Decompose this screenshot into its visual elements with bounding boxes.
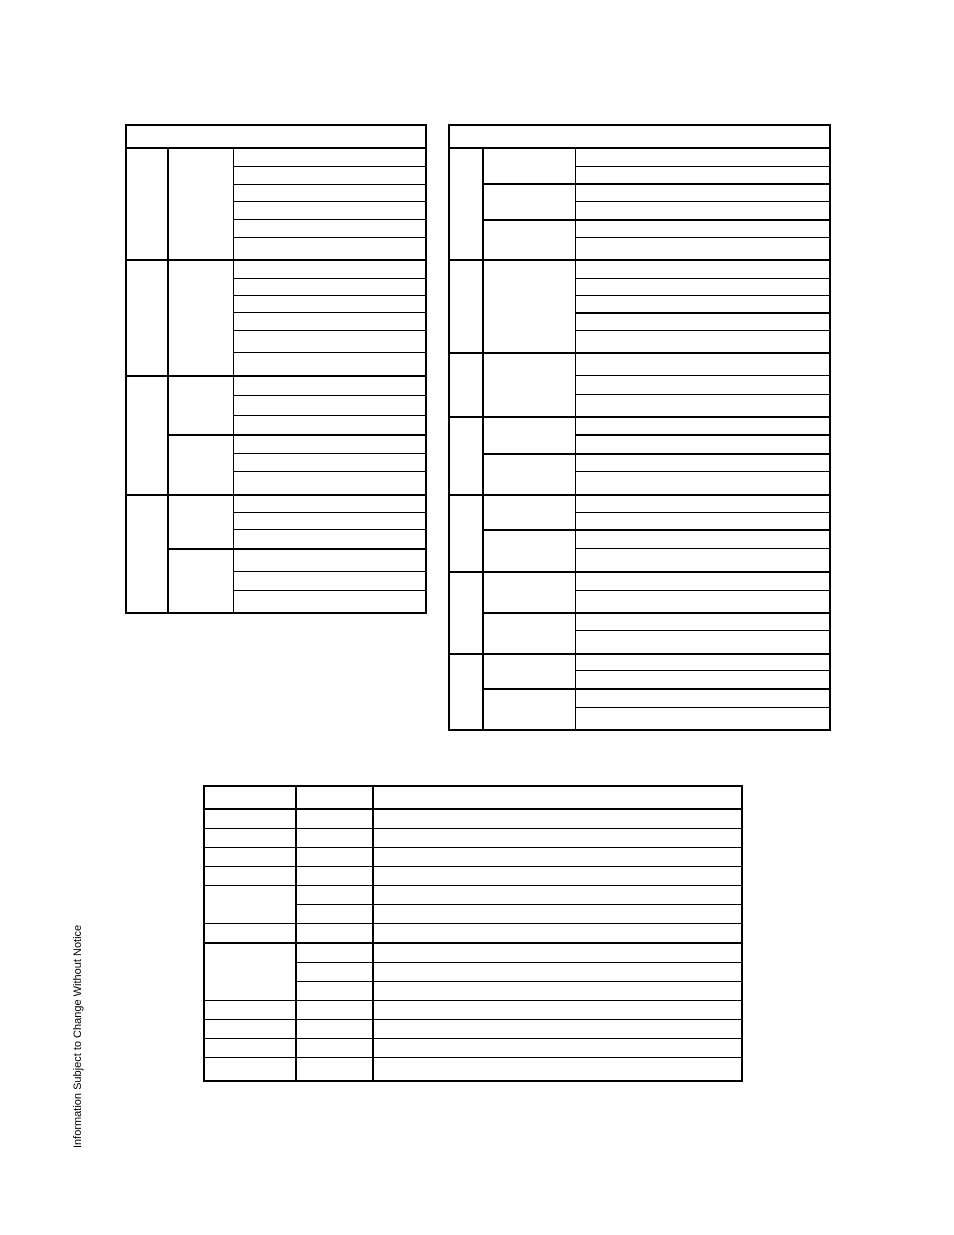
left-table-frame: [125, 124, 427, 614]
right-table-frame: [448, 124, 831, 731]
side-note: Information Subject to Change Without Notice: [72, 924, 84, 1148]
